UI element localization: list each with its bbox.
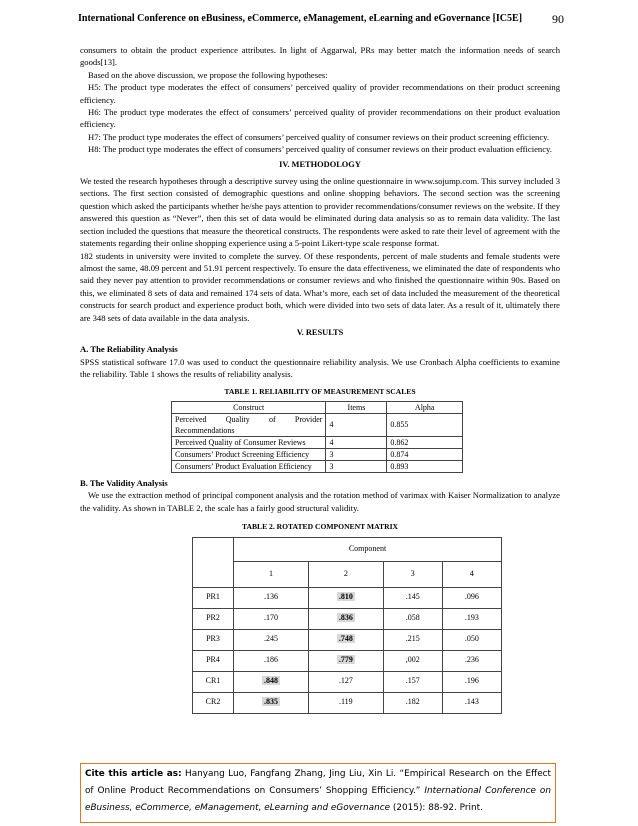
- table-cell: .245: [234, 629, 309, 650]
- table-cell: ,002: [383, 650, 442, 671]
- table-row: [172, 448, 463, 460]
- table-cell: .136: [234, 587, 309, 608]
- section-heading-methodology: IV. METHODOLOGY: [279, 159, 361, 169]
- table-cell: [234, 671, 309, 692]
- table1-caption: TABLE 1. RELIABILITY OF MEASUREMENT SCALES: [224, 386, 416, 396]
- table-cell: .170: [234, 608, 309, 629]
- table-row: [193, 671, 502, 692]
- running-header: [78, 13, 564, 24]
- table-header-cell: Construct: [172, 401, 326, 413]
- highlighted-loading: .848: [263, 676, 278, 686]
- table-cell: 4: [326, 436, 387, 448]
- table-cell: .058: [383, 608, 442, 629]
- paragraph: Based on the above discussion, we propose the following hypotheses:: [88, 69, 328, 80]
- table-row: [193, 587, 502, 608]
- table-cell: .157: [383, 671, 442, 692]
- table-row-label: CR1: [193, 671, 234, 692]
- table-cell: 0.874: [387, 448, 463, 460]
- table-cell: Perceived Quality of Provider Recommendations: [172, 413, 326, 436]
- paragraph: SPSS statistical software 17.0 was used to conduct the questionnaire reliability analysis. We use Cronbach Alpha coefficients to examine the reliability. Table 1 shows the results of reliability analysis.: [80, 356, 560, 380]
- table2-caption: TABLE 2. ROTATED COMPONENT MATRIX: [241, 522, 399, 532]
- hypothesis-h5: H5: The product type moderates the effect of consumers’ perceived quality of provider recommendations on their product screening efficiency.: [80, 82, 560, 105]
- highlighted-loading: .836: [338, 613, 353, 623]
- table-row: [193, 650, 502, 671]
- reliability-table: [171, 401, 463, 473]
- page-number: 90: [552, 12, 564, 26]
- table-cell: 0.855: [387, 413, 463, 436]
- header-title: International Conference on eBusiness, eCommerce, eManagement, eLearning and eGovernance [IC5E]: [78, 13, 523, 24]
- table-header-cell: Alpha: [387, 401, 463, 413]
- table-cell: [308, 650, 383, 671]
- citation-authors: Hanyang Luo, Fangfang Zhang, Jing Liu, Xin Li. “Empirical Research on the Effect of Online Product Recommendations on Consumers’ Shopping Efficiency.”: [85, 769, 552, 796]
- table-cell: .182: [383, 692, 442, 713]
- table-cell: .119: [308, 692, 383, 713]
- table-cell: Perceived Quality of Consumer Reviews: [172, 436, 326, 448]
- table-cell: .196: [442, 671, 501, 692]
- hypothesis-h8: H8: The product type moderates the effect of consumers’ perceived quality of consumer reviews on their product evaluation efficiency.: [88, 144, 552, 155]
- table-row: [172, 413, 463, 436]
- highlighted-loading: .835: [263, 697, 278, 707]
- table-cell: 0.862: [387, 436, 463, 448]
- table-row: [193, 692, 502, 713]
- table-cell: [234, 692, 309, 713]
- table-cell: Consumers’ Product Evaluation Efficiency: [172, 460, 326, 472]
- table-header-row: [193, 537, 502, 561]
- hypothesis-h7: H7: The product type moderates the effect of consumers’ perceived quality of consumer reviews on their product screening efficiency.: [88, 131, 550, 142]
- table-row: [172, 436, 463, 448]
- table-row-label: PR3: [193, 629, 234, 650]
- highlighted-loading: .748: [338, 634, 353, 644]
- paragraph: We tested the research hypotheses through a descriptive survey using the online questionnaire in www.sojump.com. This survey included 3 sections. The first section consisted of demographic questions and online shopping behaviors. The second section was the screening question which asked the participants whether he/she pays attention to provider recommendations/consumer reviews on the website. If they answered this question as “Never”, then this set of data would be eliminated during data analysis so as to remain data validity. The last section included the questions that measure the theoretical constructs. The respondents were asked to rate their level of agreement with the statements regarding their online shopping experience using a 5-point Likert-type scale response format.: [80, 176, 560, 249]
- table-header-row: [172, 401, 463, 413]
- table-cell: [308, 629, 383, 650]
- table-cell: 0.893: [387, 460, 463, 472]
- table-corner-cell: [193, 537, 234, 587]
- paragraph: consumers to obtain the product experience attributes. In light of Aggarwal, PRs may better match the information needs of search goods[13].: [80, 45, 560, 68]
- citation-box: [80, 763, 556, 823]
- subsection-heading-validity: B. The Validity Analysis: [80, 477, 168, 488]
- article-body: [80, 44, 560, 714]
- table-header-cell: 1: [234, 561, 309, 587]
- table-cell: .096: [442, 587, 501, 608]
- subsection-heading-reliability: A. The Reliability Analysis: [80, 344, 178, 355]
- table-cell: .186: [234, 650, 309, 671]
- table-row: [193, 629, 502, 650]
- table-cell: 3: [326, 460, 387, 472]
- table-cell: .145: [383, 587, 442, 608]
- section-heading-results: V. RESULTS: [296, 327, 344, 337]
- paragraph: 182 students in university were invited to complete the survey. Of these respondents, percent of male students and female students were almost the same, 48.09 percent and 51.91 percent respectively. To ensure the data effectiveness, we eliminated the date of respondents who said they never pay attention to provider recommendations or consumer reviews and who finished the questionnaire within 90s. Based on this, we eliminated 8 sets of data and remained 174 sets of data. What’s more, each set of data included the measurement of the theoretical constructs for search product and experience product both, which were divided into two sets of data later. As a result of it, ultimately there are 348 sets of data available in the data analysis.: [80, 250, 560, 323]
- table-row-label: PR2: [193, 608, 234, 629]
- table-cell: .127: [308, 671, 383, 692]
- table-cell: 3: [326, 448, 387, 460]
- table-header-cell: Items: [326, 401, 387, 413]
- table-header-cell: 4: [442, 561, 501, 587]
- table-row: [172, 460, 463, 472]
- table-cell: .193: [442, 608, 501, 629]
- highlighted-loading: .810: [338, 592, 353, 602]
- table-cell: .236: [442, 650, 501, 671]
- highlighted-loading: .779: [338, 655, 353, 665]
- table-cell: .143: [442, 692, 501, 713]
- table-cell: .050: [442, 629, 501, 650]
- hypothesis-h6: H6: The product type moderates the effect of consumers’ perceived quality of provider recommendations on their product evaluation efficiency.: [80, 107, 560, 130]
- table-cell: Consumers’ Product Screening Efficiency: [172, 448, 326, 460]
- citation-venue: International Conference on eBusiness, eCommerce, eManagement, eLearning and eGovernance: [85, 786, 551, 813]
- table-row-label: PR1: [193, 587, 234, 608]
- table-header-cell: 3: [383, 561, 442, 587]
- component-matrix-table: [192, 537, 502, 714]
- citation-label: Cite this article as:: [85, 769, 182, 779]
- table-header-cell: 2: [308, 561, 383, 587]
- table-row-label: CR2: [193, 692, 234, 713]
- citation-tail: (2015): 88-92. Print.: [390, 803, 483, 813]
- table-header-row: [193, 561, 502, 587]
- table-group-header: Component: [234, 537, 502, 561]
- table-cell: [308, 608, 383, 629]
- table-cell: .215: [383, 629, 442, 650]
- paragraph: We use the extraction method of principal component analysis and the rotation method of varimax with Kaiser Normalization to analyze the validity. As shown in TABLE 2, the scale has a fairly good structural validity.: [80, 490, 560, 513]
- table-cell: 4: [326, 413, 387, 436]
- table-cell: [308, 587, 383, 608]
- table-row-label: PR4: [193, 650, 234, 671]
- table-row: [193, 608, 502, 629]
